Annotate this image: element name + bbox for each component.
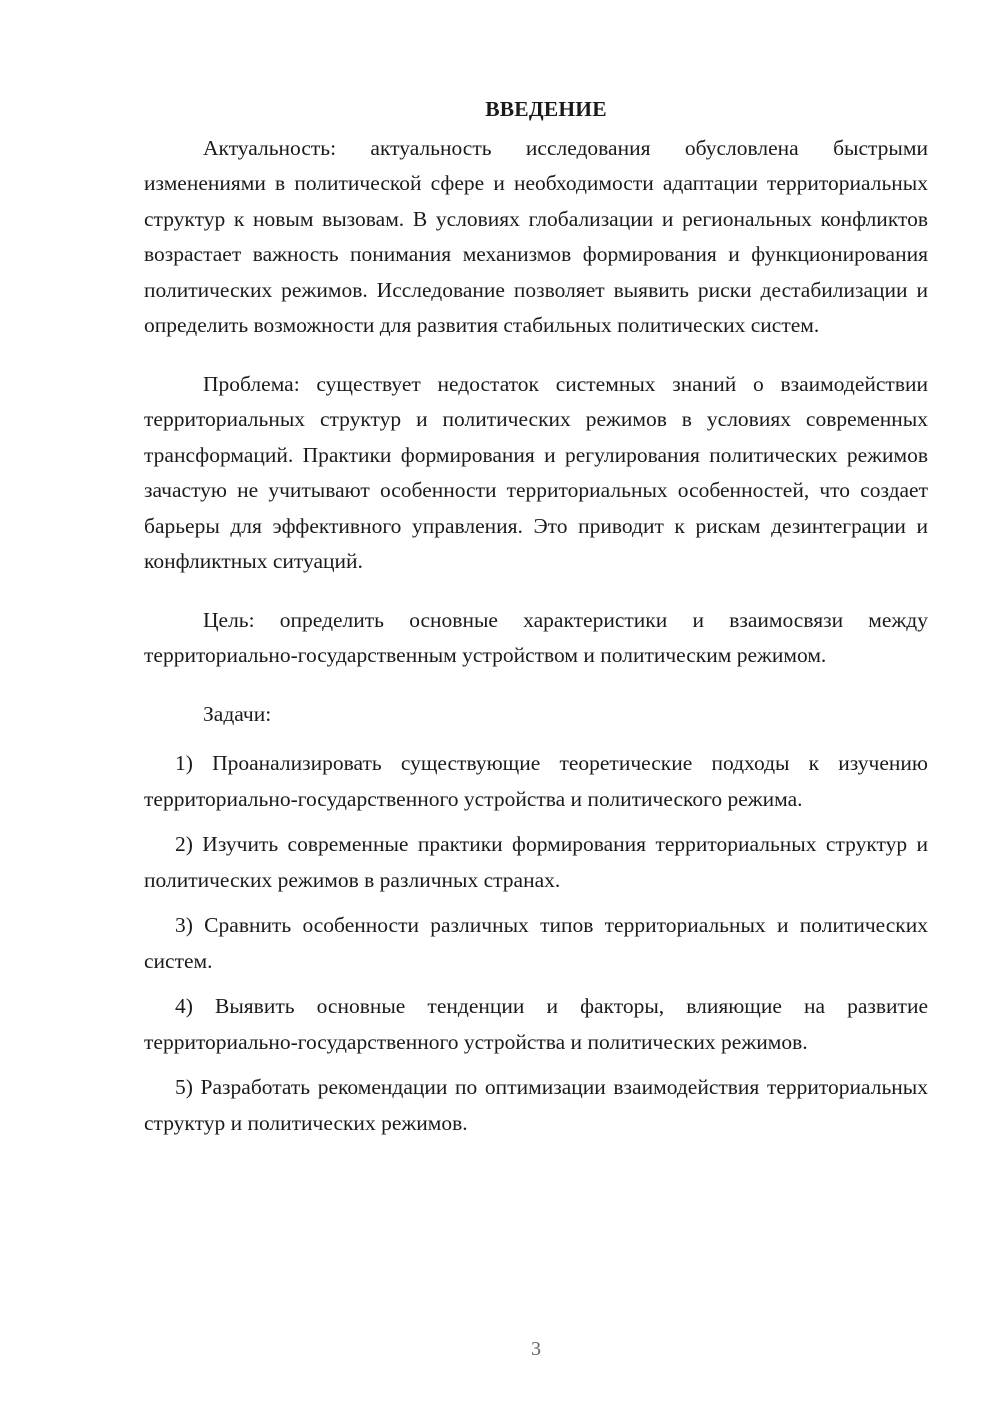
page-number: 3: [531, 1338, 541, 1360]
task-item: 1) Проанализировать существующие теоретические подходы к изучению территориально-государственного устройства и политического режима.: [144, 751, 928, 811]
problem-paragraph: Проблема: существует недостаток системных знаний о взаимодействии территориальных структур и политических режимов в условиях современных трансформаций. Практики формирования и регулирования политических режимов зачастую не учитывают особенности территориальных особенностей, что создает барьеры для эффективного управления. Это приводит к рискам дезинтеграции и конфликтных ситуаций.: [144, 371, 928, 573]
goal-paragraph: Цель: определить основные характеристики и взаимосвязи между территориально-государственным устройством и политическим режимом.: [144, 607, 928, 667]
task-item: 5) Разработать рекомендации по оптимизации взаимодействия территориальных структур и политических режимов.: [144, 1075, 928, 1135]
page-content: [144, 92, 928, 1151]
tasks-heading: Задачи:: [203, 701, 272, 726]
task-item: 4) Выявить основные тенденции и факторы, влияющие на развитие территориально-государственного устройства и политических режимов.: [144, 994, 928, 1054]
relevance-paragraph: Актуальность: актуальность исследования обусловлена быстрыми изменениями в политической сфере и необходимости адаптации территориальных структур к новым вызовам. В условиях глобализации и региональных конфликтов возрастает важность понимания механизмов формирования и функционирования политических режимов. Исследование позволяет выявить риски дестабилизации и определить возможности для развития стабильных политических систем.: [144, 135, 928, 337]
task-item: 3) Сравнить особенности различных типов территориальных и политических систем.: [144, 913, 928, 973]
task-item: 2) Изучить современные практики формирования территориальных структур и политических режимов в различных странах.: [144, 832, 928, 892]
tasks-list: [144, 746, 928, 1141]
section-title: ВВЕДЕНИЕ: [485, 97, 607, 121]
